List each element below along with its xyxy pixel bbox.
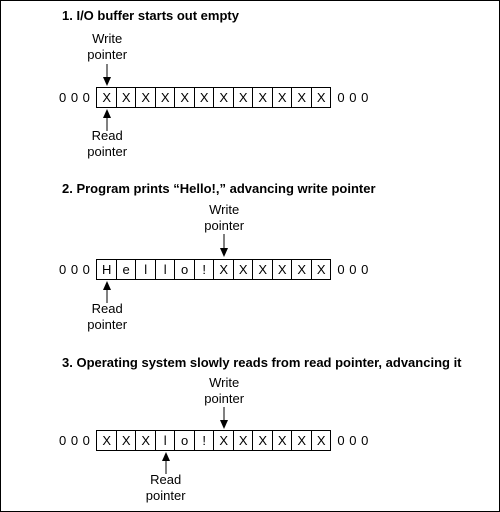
buffer-cell: l <box>136 259 156 280</box>
section-3-title: 3. Operating system slowly reads from read pointer, advancing it <box>62 355 462 370</box>
section-1-buffer <box>59 87 369 107</box>
section-1-read-pointer-label <box>72 128 142 160</box>
buffer-cell: X <box>292 87 312 108</box>
buffer-cell: X <box>292 259 312 280</box>
buffer-cell: e <box>117 259 137 280</box>
section-2-write-pointer-label <box>189 202 259 234</box>
section-3-write-arrow-icon <box>219 407 230 430</box>
right-padding: 0 0 0 <box>337 432 369 448</box>
buffer-cell: X <box>195 87 215 108</box>
right-padding: 0 0 0 <box>337 261 369 277</box>
section-2-write-arrow-icon <box>219 234 230 258</box>
buffer-cell: o <box>175 430 195 451</box>
buffer-cell: ! <box>195 430 215 451</box>
buffer-cells <box>96 430 331 451</box>
buffer-cells <box>96 87 331 108</box>
buffer-cell: X <box>136 430 156 451</box>
write-label-line-2: pointer <box>204 391 245 406</box>
buffer-cell: X <box>117 87 137 108</box>
buffer-cell: X <box>214 87 234 108</box>
buffer-cell: X <box>97 87 117 108</box>
read-label-line-1: Read <box>91 301 123 316</box>
buffer-cell: ! <box>195 259 215 280</box>
left-padding: 0 0 0 <box>59 89 91 105</box>
write-label-line-1: Write <box>209 202 240 217</box>
section-2-buffer <box>59 259 369 279</box>
buffer-cell: X <box>273 259 293 280</box>
write-label-line-1: Write <box>209 375 240 390</box>
buffer-cell: X <box>312 430 332 451</box>
section-1-title: 1. I/O buffer starts out empty <box>62 8 239 23</box>
buffer-cell: X <box>156 87 176 108</box>
buffer-cell: X <box>312 259 332 280</box>
section-2-read-pointer-label <box>72 301 142 333</box>
buffer-cell: X <box>253 430 273 451</box>
write-label-line-1: Write <box>92 31 123 46</box>
buffer-cell: X <box>234 259 254 280</box>
buffer-cell: o <box>175 259 195 280</box>
read-label-line-1: Read <box>91 128 123 143</box>
buffer-cell: X <box>273 430 293 451</box>
right-padding: 0 0 0 <box>337 89 369 105</box>
buffer-cell: X <box>234 87 254 108</box>
buffer-cell: X <box>175 87 195 108</box>
buffer-cell: X <box>253 259 273 280</box>
buffer-cell: l <box>156 259 176 280</box>
buffer-cells <box>96 259 331 280</box>
buffer-cell: H <box>97 259 117 280</box>
buffer-cell: X <box>117 430 137 451</box>
section-3-buffer <box>59 430 369 450</box>
buffer-cell: X <box>214 259 234 280</box>
left-padding: 0 0 0 <box>59 261 91 277</box>
buffer-cell: X <box>136 87 156 108</box>
section-3-write-pointer-label <box>189 375 259 407</box>
section-1-write-arrow-icon <box>102 64 113 87</box>
section-2-read-arrow-icon <box>102 281 113 303</box>
left-padding: 0 0 0 <box>59 432 91 448</box>
buffer-cell: X <box>214 430 234 451</box>
buffer-cell: X <box>273 87 293 108</box>
buffer-cell: X <box>234 430 254 451</box>
read-label-line-2: pointer <box>87 144 128 159</box>
buffer-cell: X <box>312 87 332 108</box>
read-label-line-1: Read <box>150 472 182 487</box>
buffer-cell: X <box>253 87 273 108</box>
section-3-read-arrow-icon <box>160 452 171 474</box>
write-label-line-2: pointer <box>87 47 128 62</box>
buffer-cell: X <box>292 430 312 451</box>
buffer-cell: X <box>97 430 117 451</box>
section-2-title: 2. Program prints “Hello!,” advancing write pointer <box>62 181 376 196</box>
write-label-line-2: pointer <box>204 218 245 233</box>
section-3-read-pointer-label <box>131 472 201 504</box>
read-label-line-2: pointer <box>87 317 128 332</box>
section-1-write-pointer-label <box>72 31 142 63</box>
read-label-line-2: pointer <box>145 488 186 503</box>
buffer-cell: l <box>156 430 176 451</box>
